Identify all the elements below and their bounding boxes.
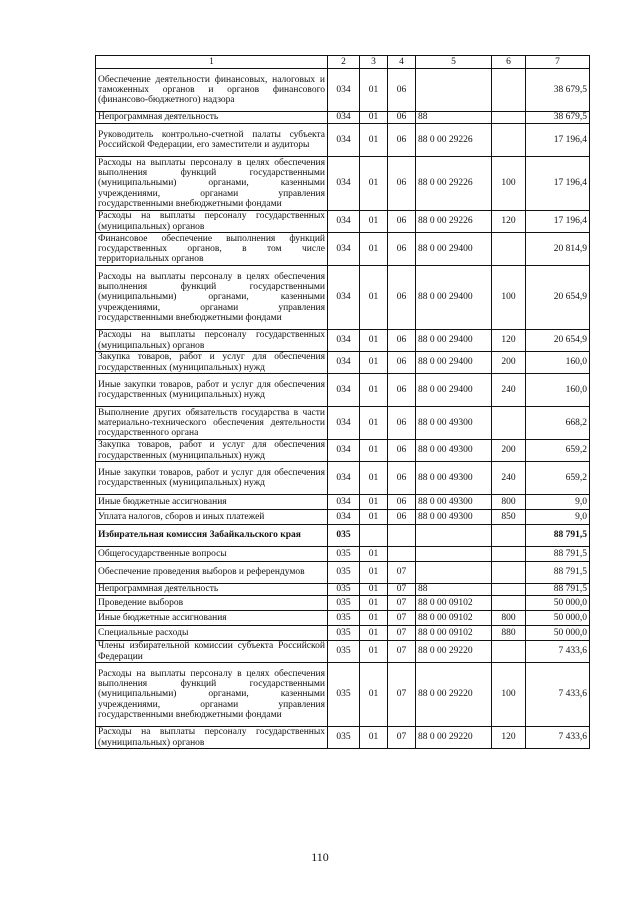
table-cell-c1: Иные закупки товаров, работ и услуг для обеспечения государственных (муниципальных) нужд: [96, 462, 328, 495]
table-cell-c2: 034: [328, 440, 360, 462]
table-cell-c3: 01: [360, 440, 388, 462]
table-cell-c1: Расходы на выплаты персоналу государственных (муниципальных) органов: [96, 727, 328, 749]
table-cell-c1: Члены избирательной комиссии субъекта Российской Федерации: [96, 641, 328, 663]
table-cell-c6: 800: [492, 611, 526, 626]
table-cell-c6: 850: [492, 510, 526, 525]
table-cell-c7: 88 791,5: [526, 562, 590, 584]
table-cell-c5: 88 0 00 09102: [416, 626, 492, 641]
column-header: 5: [416, 56, 492, 69]
table-cell-c3: 01: [360, 611, 388, 626]
table-cell-c6: 120: [492, 727, 526, 749]
table-cell-c1: Закупка товаров, работ и услуг для обеспечения государственных (муниципальных) нужд: [96, 352, 328, 374]
table-row: [96, 407, 590, 440]
table-cell-c2: 035: [328, 562, 360, 584]
table-cell-c2: 034: [328, 69, 360, 112]
table-cell-c3: [360, 525, 388, 547]
table-cell-c4: 07: [388, 641, 416, 663]
table-cell-c1: Расходы на выплаты персоналу в целях обеспечения выполнения функций государственными (муниципальными) органами, казенными учреждениями, органами управления государственными внебюджетными фондами: [96, 266, 328, 330]
table-cell-c3: 01: [360, 641, 388, 663]
table-cell-c7: 160,0: [526, 352, 590, 374]
table-cell-c7: 88 791,5: [526, 547, 590, 562]
table-cell-c7: 88 791,5: [526, 584, 590, 596]
table-cell-c6: 880: [492, 626, 526, 641]
table-cell-c5: 88 0 00 29220: [416, 727, 492, 749]
table-cell-c7: 17 196,4: [526, 124, 590, 157]
table-cell-c3: 01: [360, 124, 388, 157]
table-cell-c1: Обеспечение деятельности финансовых, налоговых и таможенных органов и органов финансового (финансово-бюджетного) надзора: [96, 69, 328, 112]
table-cell-c4: 07: [388, 596, 416, 611]
table-cell-c6: [492, 124, 526, 157]
table-cell-c5: 88 0 00 09102: [416, 611, 492, 626]
table-cell-c7: 50 000,0: [526, 626, 590, 641]
table-row: [96, 727, 590, 749]
column-header: 3: [360, 56, 388, 69]
table-cell-c5: 88 0 00 29220: [416, 641, 492, 663]
table-cell-c7: 17 196,4: [526, 211, 590, 233]
table-cell-c3: 01: [360, 352, 388, 374]
table-cell-c6: [492, 407, 526, 440]
table-cell-c7: 20 654,9: [526, 330, 590, 352]
column-header: 1: [96, 56, 328, 69]
table-cell-c1: Выполнение других обязательств государства в части материально-технического обеспечения деятельности государственного органа: [96, 407, 328, 440]
table-cell-c2: 034: [328, 211, 360, 233]
table-cell-c4: 06: [388, 462, 416, 495]
table-cell-c6: [492, 233, 526, 266]
table-row: [96, 233, 590, 266]
table-cell-c3: 01: [360, 112, 388, 124]
table-row: [96, 440, 590, 462]
table-cell-c4: 06: [388, 495, 416, 510]
table-row: [96, 124, 590, 157]
table-cell-c7: 88 791,5: [526, 525, 590, 547]
table-cell-c4: 06: [388, 124, 416, 157]
table-cell-c2: 034: [328, 124, 360, 157]
table-cell-c6: [492, 596, 526, 611]
table-row: [96, 611, 590, 626]
table-cell-c5: 88 0 00 29400: [416, 330, 492, 352]
table-cell-c3: 01: [360, 211, 388, 233]
table-cell-c3: 01: [360, 596, 388, 611]
table-cell-c2: 035: [328, 626, 360, 641]
table-row: [96, 69, 590, 112]
table-cell-c1: Общегосударственные вопросы: [96, 547, 328, 562]
table-cell-c2: 034: [328, 233, 360, 266]
table-cell-c6: 800: [492, 495, 526, 510]
table-row: [96, 525, 590, 547]
table-cell-c5: 88 0 00 49300: [416, 462, 492, 495]
table-cell-c3: 01: [360, 727, 388, 749]
table-cell-c6: 200: [492, 440, 526, 462]
table-cell-c7: 659,2: [526, 462, 590, 495]
table-cell-c3: 01: [360, 330, 388, 352]
table-cell-c1: Финансовое обеспечение выполнения функций государственных органов, в том числе территориальных органов: [96, 233, 328, 266]
table-cell-c6: [492, 584, 526, 596]
table-cell-c4: 06: [388, 266, 416, 330]
table-cell-c1: Расходы на выплаты персоналу в целях обеспечения выполнения функций государственными (муниципальными) органами, казенными учреждениями, органами управления государственными внебюджетными фондами: [96, 157, 328, 211]
table-cell-c3: 01: [360, 562, 388, 584]
table-cell-c6: 120: [492, 330, 526, 352]
table-cell-c7: 38 679,5: [526, 112, 590, 124]
table-cell-c5: 88 0 00 29226: [416, 157, 492, 211]
table-cell-c4: [388, 525, 416, 547]
table-cell-c5: 88 0 00 29400: [416, 352, 492, 374]
table-cell-c2: 034: [328, 495, 360, 510]
table-cell-c7: 9,0: [526, 495, 590, 510]
table-cell-c6: [492, 69, 526, 112]
table-cell-c4: 06: [388, 510, 416, 525]
table-cell-c6: 120: [492, 211, 526, 233]
table-cell-c1: Иные бюджетные ассигнования: [96, 611, 328, 626]
table-cell-c6: 100: [492, 663, 526, 727]
table-cell-c4: 06: [388, 69, 416, 112]
table-cell-c1: Иные закупки товаров, работ и услуг для обеспечения государственных (муниципальных) нужд: [96, 374, 328, 407]
table-cell-c5: 88 0 00 29226: [416, 124, 492, 157]
table-cell-c2: 035: [328, 584, 360, 596]
table-cell-c6: [492, 641, 526, 663]
table-row: [96, 641, 590, 663]
table-row: [96, 374, 590, 407]
table-cell-c6: 100: [492, 266, 526, 330]
table-cell-c6: 100: [492, 157, 526, 211]
table-cell-c3: 01: [360, 626, 388, 641]
table-cell-c5: 88 0 00 09102: [416, 596, 492, 611]
table-cell-c2: 035: [328, 727, 360, 749]
column-header: 2: [328, 56, 360, 69]
table-cell-c1: Специальные расходы: [96, 626, 328, 641]
table-row: [96, 112, 590, 124]
table-cell-c3: 01: [360, 69, 388, 112]
table-cell-c5: 88: [416, 112, 492, 124]
table-cell-c2: 035: [328, 663, 360, 727]
table-cell-c4: 06: [388, 233, 416, 266]
table-cell-c1: Расходы на выплаты персоналу государственных (муниципальных) органов: [96, 211, 328, 233]
table-cell-c4: 07: [388, 626, 416, 641]
column-header: 4: [388, 56, 416, 69]
table-cell-c2: 035: [328, 641, 360, 663]
table-row: [96, 510, 590, 525]
table-cell-c5: 88 0 00 49300: [416, 495, 492, 510]
table-cell-c4: 06: [388, 330, 416, 352]
table-cell-c6: [492, 547, 526, 562]
table-cell-c3: 01: [360, 495, 388, 510]
table-cell-c2: 034: [328, 407, 360, 440]
table-row: [96, 626, 590, 641]
table-cell-c4: 07: [388, 727, 416, 749]
table-row: [96, 462, 590, 495]
table-cell-c4: 06: [388, 157, 416, 211]
table-cell-c4: [388, 547, 416, 562]
table-cell-c1: Избирательная комиссия Забайкальского края: [96, 525, 328, 547]
table-cell-c1: Обеспечение проведения выборов и референдумов: [96, 562, 328, 584]
table-cell-c1: Непрограммная деятельность: [96, 112, 328, 124]
table-row: [96, 547, 590, 562]
table-cell-c2: 034: [328, 157, 360, 211]
table-cell-c7: 50 000,0: [526, 596, 590, 611]
table-row: [96, 596, 590, 611]
table-cell-c2: 034: [328, 266, 360, 330]
table-cell-c4: 06: [388, 374, 416, 407]
table-cell-c1: Иные бюджетные ассигнования: [96, 495, 328, 510]
table-cell-c1: Руководитель контрольно-счетной палаты субъекта Российской Федерации, его заместители и аудиторы: [96, 124, 328, 157]
table-cell-c1: Непрограммная деятельность: [96, 584, 328, 596]
table-cell-c5: 88 0 00 29400: [416, 233, 492, 266]
table-cell-c5: 88 0 00 29400: [416, 266, 492, 330]
table-cell-c3: 01: [360, 157, 388, 211]
table-row: [96, 663, 590, 727]
table-cell-c5: 88 0 00 29226: [416, 211, 492, 233]
table-cell-c5: 88: [416, 584, 492, 596]
table-cell-c2: 034: [328, 112, 360, 124]
table-cell-c4: 07: [388, 562, 416, 584]
table-cell-c7: 668,2: [526, 407, 590, 440]
table-cell-c2: 034: [328, 374, 360, 407]
table-cell-c4: 07: [388, 584, 416, 596]
table-cell-c2: 034: [328, 352, 360, 374]
table-cell-c7: 7 433,6: [526, 663, 590, 727]
table-cell-c6: [492, 525, 526, 547]
table-cell-c5: [416, 69, 492, 112]
page-number: 110: [311, 850, 329, 864]
table-cell-c3: 01: [360, 407, 388, 440]
table-cell-c5: 88 0 00 29220: [416, 663, 492, 727]
table-cell-c1: Закупка товаров, работ и услуг для обеспечения государственных (муниципальных) нужд: [96, 440, 328, 462]
table-cell-c1: Расходы на выплаты персоналу государственных (муниципальных) органов: [96, 330, 328, 352]
table-cell-c2: 035: [328, 611, 360, 626]
table-cell-c2: 034: [328, 510, 360, 525]
table-cell-c4: 06: [388, 112, 416, 124]
table-cell-c3: 01: [360, 547, 388, 562]
table-cell-c7: 50 000,0: [526, 611, 590, 626]
table-cell-c7: 17 196,4: [526, 157, 590, 211]
table-cell-c6: 200: [492, 352, 526, 374]
table-cell-c3: 01: [360, 510, 388, 525]
table-cell-c5: 88 0 00 49300: [416, 510, 492, 525]
table-cell-c7: 659,2: [526, 440, 590, 462]
table-cell-c4: 06: [388, 407, 416, 440]
table-cell-c5: [416, 525, 492, 547]
table-cell-c7: 38 679,5: [526, 69, 590, 112]
table-cell-c7: 7 433,6: [526, 727, 590, 749]
table-cell-c3: 01: [360, 462, 388, 495]
table-cell-c7: 9,0: [526, 510, 590, 525]
column-header: 6: [492, 56, 526, 69]
table-cell-c3: 01: [360, 374, 388, 407]
table-cell-c5: [416, 562, 492, 584]
column-header: 7: [526, 56, 590, 69]
table-cell-c1: Уплата налогов, сборов и иных платежей: [96, 510, 328, 525]
table-cell-c2: 035: [328, 525, 360, 547]
budget-table: [95, 55, 590, 749]
table-cell-c4: 07: [388, 611, 416, 626]
table-cell-c7: 20 654,9: [526, 266, 590, 330]
table-row: [96, 266, 590, 330]
table-cell-c4: 06: [388, 440, 416, 462]
table-cell-c5: 88 0 00 29400: [416, 374, 492, 407]
table-cell-c5: [416, 547, 492, 562]
table-row: [96, 211, 590, 233]
table-cell-c5: 88 0 00 49300: [416, 440, 492, 462]
table-row: [96, 330, 590, 352]
table-cell-c6: [492, 562, 526, 584]
table-cell-c2: 034: [328, 330, 360, 352]
table-cell-c6: 240: [492, 462, 526, 495]
table-cell-c7: 160,0: [526, 374, 590, 407]
table-cell-c1: Расходы на выплаты персоналу в целях обеспечения выполнения функций государственными (муниципальными) органами, казенными учреждениями, органами управления государственными внебюджетными фондами: [96, 663, 328, 727]
table-cell-c4: 06: [388, 211, 416, 233]
table-cell-c7: 20 814,9: [526, 233, 590, 266]
table-header-row: [96, 56, 590, 69]
table-cell-c6: 240: [492, 374, 526, 407]
table-row: [96, 562, 590, 584]
table-cell-c4: 07: [388, 663, 416, 727]
table-cell-c2: 034: [328, 462, 360, 495]
table-cell-c2: 035: [328, 596, 360, 611]
table-cell-c2: 035: [328, 547, 360, 562]
table-cell-c5: 88 0 00 49300: [416, 407, 492, 440]
table-cell-c6: [492, 112, 526, 124]
table-cell-c4: 06: [388, 352, 416, 374]
table-cell-c3: 01: [360, 233, 388, 266]
table-cell-c7: 7 433,6: [526, 641, 590, 663]
table-row: [96, 157, 590, 211]
table-row: [96, 495, 590, 510]
table-cell-c3: 01: [360, 266, 388, 330]
table-cell-c1: Проведение выборов: [96, 596, 328, 611]
table-cell-c3: 01: [360, 584, 388, 596]
table-row: [96, 352, 590, 374]
table-cell-c3: 01: [360, 663, 388, 727]
table-row: [96, 584, 590, 596]
